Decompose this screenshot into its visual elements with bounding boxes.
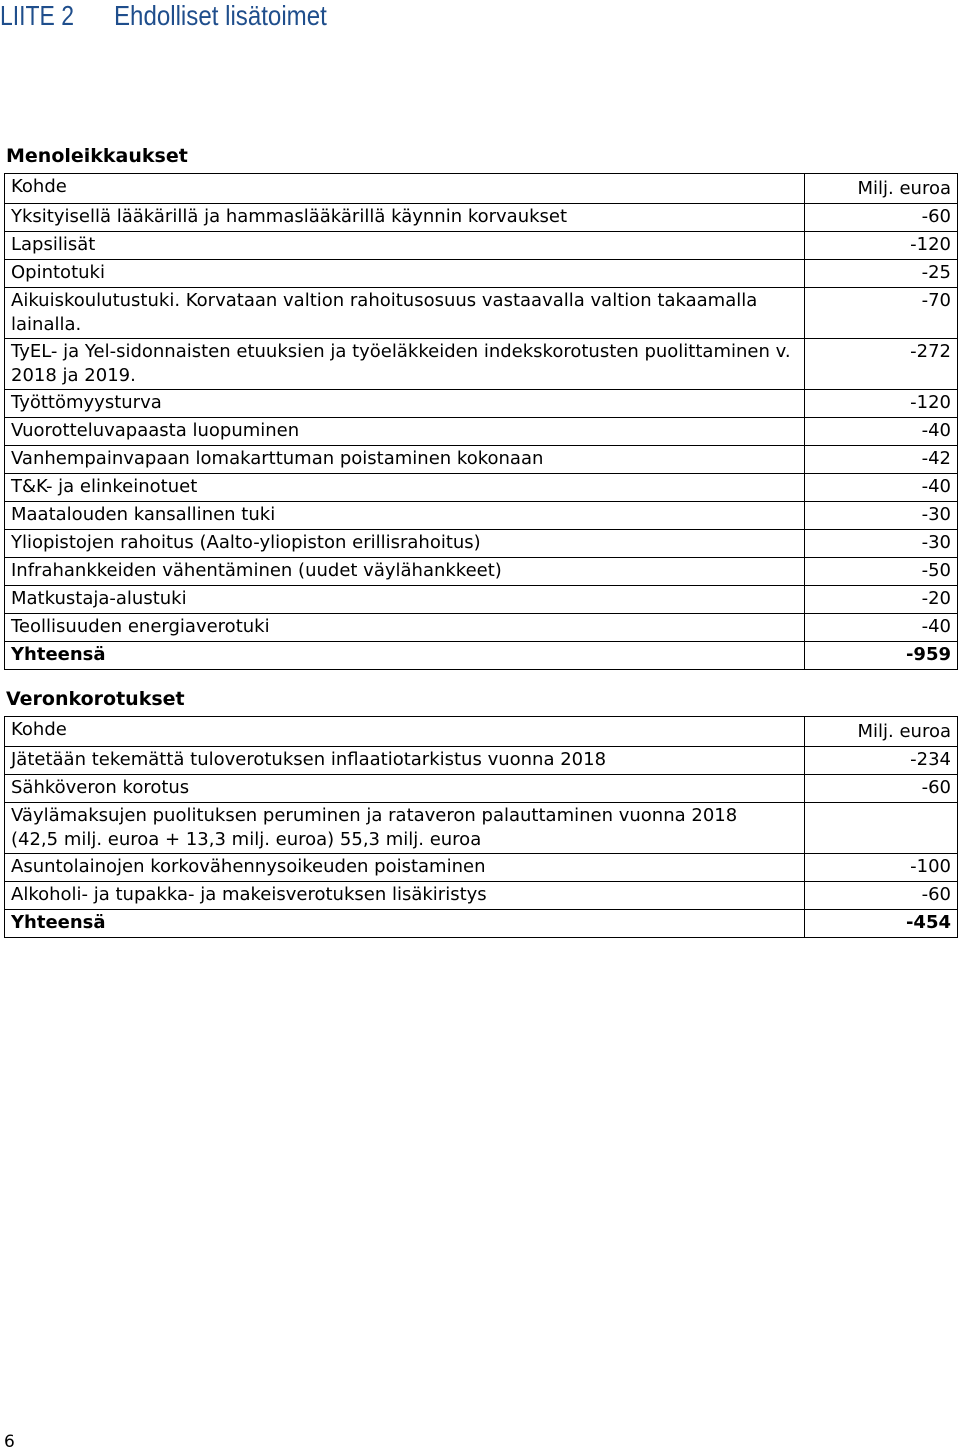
row-item: TyEL- ja Yel-sidonnaisten etuuksien ja työeläkkeiden indekskorotusten puolittaminen v. 2018 ja 2019. <box>5 339 805 390</box>
row-item: Vanhempainvapaan lomakarttuman poistaminen kokonaan <box>5 446 805 474</box>
row-amount: -120 <box>805 232 958 260</box>
row-amount: -234 <box>805 747 958 775</box>
table-row <box>5 586 958 614</box>
row-item: Alkoholi- ja tupakka- ja makeisverotuksen lisäkiristys <box>5 882 805 910</box>
row-item: Työttömyysturva <box>5 390 805 418</box>
table-row <box>5 530 958 558</box>
table-row <box>5 204 958 232</box>
row-amount: -60 <box>805 882 958 910</box>
row-item: Sähköveron korotus <box>5 775 805 803</box>
row-amount: -42 <box>805 446 958 474</box>
row-amount: -40 <box>805 474 958 502</box>
row-item: Infrahankkeiden vähentäminen (uudet väylähankkeet) <box>5 558 805 586</box>
column-header-item: Kohde <box>5 717 805 747</box>
tax-increases-table <box>4 716 958 938</box>
row-amount: -20 <box>805 586 958 614</box>
table-row <box>5 882 958 910</box>
table-row <box>5 446 958 474</box>
page-header <box>0 0 361 36</box>
row-amount: -25 <box>805 260 958 288</box>
row-item: Jätetään tekemättä tuloverotuksen inflaatiotarkistus vuonna 2018 <box>5 747 805 775</box>
row-amount: -60 <box>805 204 958 232</box>
row-item: Matkustaja-alustuki <box>5 586 805 614</box>
table-row <box>5 288 958 339</box>
table-row <box>5 339 958 390</box>
row-item: Lapsilisät <box>5 232 805 260</box>
total-label: Yhteensä <box>5 642 805 670</box>
row-item: Asuntolainojen korkovähennysoikeuden poistaminen <box>5 854 805 882</box>
column-header-item: Kohde <box>5 174 805 204</box>
row-amount: -70 <box>805 288 958 339</box>
spending-cuts-table <box>4 173 958 670</box>
table-row <box>5 232 958 260</box>
row-item: Yliopistojen rahoitus (Aalto-yliopiston erillisrahoitus) <box>5 530 805 558</box>
table-row <box>5 614 958 642</box>
table-row <box>5 260 958 288</box>
column-header-amount: Milj. euroa <box>805 717 958 747</box>
total-row <box>5 642 958 670</box>
table-row <box>5 474 958 502</box>
table-row <box>5 854 958 882</box>
row-amount: -272 <box>805 339 958 390</box>
row-amount: -60 <box>805 775 958 803</box>
row-item: Opintotuki <box>5 260 805 288</box>
total-amount: -959 <box>805 642 958 670</box>
row-amount: -100 <box>805 854 958 882</box>
spending-cuts-heading: Menoleikkaukset <box>6 145 188 167</box>
table-row <box>5 803 958 854</box>
table-row <box>5 390 958 418</box>
row-amount: -30 <box>805 502 958 530</box>
total-row <box>5 910 958 938</box>
page-number: 6 <box>4 1432 15 1452</box>
table-header-row <box>5 717 958 747</box>
row-item: Maatalouden kansallinen tuki <box>5 502 805 530</box>
tax-increases-heading: Veronkorotukset <box>6 688 185 710</box>
row-item: Teollisuuden energiaverotuki <box>5 614 805 642</box>
row-amount: -30 <box>805 530 958 558</box>
column-header-amount: Milj. euroa <box>805 174 958 204</box>
table-row <box>5 747 958 775</box>
table-row <box>5 775 958 803</box>
row-item: T&K- ja elinkeinotuet <box>5 474 805 502</box>
row-amount: -50 <box>805 558 958 586</box>
row-item: Yksityisellä lääkärillä ja hammaslääkärillä käynnin korvaukset <box>5 204 805 232</box>
table-row <box>5 558 958 586</box>
table-row <box>5 502 958 530</box>
row-item: Aikuiskoulutustuki. Korvataan valtion rahoitusosuus vastaavalla valtion takaamalla lainalla. <box>5 288 805 339</box>
row-item: Vuorotteluvapaasta luopuminen <box>5 418 805 446</box>
row-item: Väylämaksujen puolituksen peruminen ja rataveron palauttaminen vuonna 2018 (42,5 milj. euroa + 13,3 milj. euroa) 55,3 milj. euroa <box>5 803 805 854</box>
total-amount: -454 <box>805 910 958 938</box>
appendix-title: Ehdolliset lisätoimet <box>114 0 327 31</box>
row-amount: -40 <box>805 614 958 642</box>
row-amount <box>805 803 958 854</box>
row-amount: -120 <box>805 390 958 418</box>
total-label: Yhteensä <box>5 910 805 938</box>
row-amount: -40 <box>805 418 958 446</box>
table-row <box>5 418 958 446</box>
appendix-label: LIITE 2 <box>0 0 75 31</box>
table-header-row <box>5 174 958 204</box>
